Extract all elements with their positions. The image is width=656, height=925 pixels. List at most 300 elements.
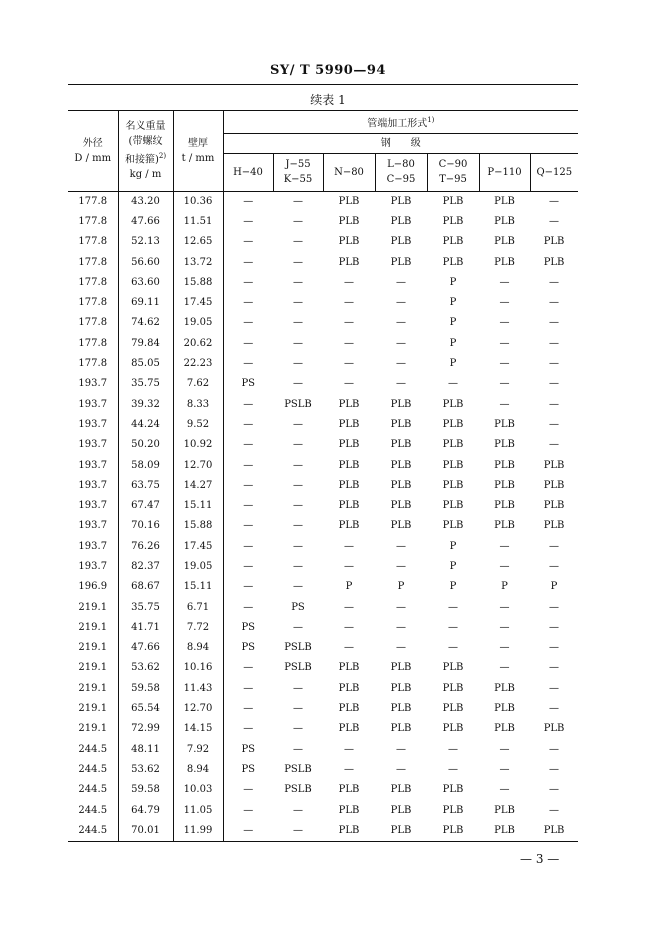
grade-header: H−40 (223, 153, 273, 191)
table-cell: PLB (338, 256, 360, 268)
table-cell: PLB (390, 439, 412, 451)
table-cell: PLB (543, 459, 565, 471)
table-cell: PLB (338, 804, 360, 816)
table-cell: — (396, 317, 406, 329)
table-cell: PLB (494, 682, 515, 694)
table-cell: PLB (442, 784, 464, 796)
table-cell: PLB (338, 662, 360, 674)
table-cell: — (344, 297, 354, 309)
grade-header: N−80 (323, 153, 375, 191)
table-cell: PS (223, 638, 273, 658)
table-cell: — (396, 297, 406, 309)
table-cell: 193.7 (78, 479, 108, 491)
table-cell: — (344, 763, 354, 775)
table-cell: 6.71 (173, 597, 223, 617)
table-cell: PLB (442, 723, 464, 735)
table-cell: — (273, 821, 323, 842)
table-cell: PLB (338, 459, 360, 471)
table-cell: 193.7 (78, 378, 108, 390)
table-cell: PLB (338, 418, 360, 430)
table-cell: — (344, 540, 354, 552)
table-cell: 19.05 (173, 313, 223, 333)
table-cell: 177.8 (78, 236, 108, 248)
table-cell: 39.32 (118, 394, 173, 414)
table-cell: 85.05 (118, 354, 173, 374)
table-cell: — (223, 455, 273, 475)
table-cell: P (397, 581, 405, 593)
table-cell: P (501, 581, 508, 593)
table-cell: — (549, 560, 560, 572)
table-cell: — (549, 621, 560, 633)
table-cell: P (449, 317, 457, 329)
table-cell: PLB (442, 398, 464, 410)
table-cell: — (293, 621, 303, 633)
table-cell: 15.88 (173, 273, 223, 293)
table-cell: 11.05 (173, 800, 223, 820)
table-cell: 219.1 (78, 601, 108, 613)
table-cell: 177.8 (78, 297, 108, 309)
table-cell: 35.75 (118, 597, 173, 617)
table-cell: 58.09 (118, 455, 173, 475)
table-cell: — (499, 378, 510, 390)
table-cell: 177.8 (78, 276, 108, 288)
table-cell: 19.05 (173, 557, 223, 577)
table-cell: PLB (494, 215, 515, 227)
table-cell: 244.5 (78, 763, 108, 775)
table-cell: PLB (390, 520, 412, 532)
table-cell: PLB (390, 662, 412, 674)
table-cell: 63.75 (118, 476, 173, 496)
table-cell: P (449, 297, 457, 309)
table-cell: 72.99 (118, 719, 173, 739)
table-cell: — (293, 581, 303, 593)
table-cell: PLB (390, 256, 412, 268)
table-cell: 10.16 (173, 658, 223, 678)
table-cell: — (223, 435, 273, 455)
od-label: 外径 (82, 137, 103, 149)
table-row (68, 435, 578, 455)
table-cell: 44.24 (118, 415, 173, 435)
table-cell: 193.7 (78, 398, 108, 410)
table-cell: — (293, 459, 303, 471)
grade-header: J−55 K−55 (273, 153, 323, 191)
table-cell: PLB (494, 723, 515, 735)
table-cell: — (549, 439, 560, 451)
table-cell: PLB (442, 439, 464, 451)
grade-header: P−110 (479, 153, 530, 191)
table-cell: 10.36 (173, 191, 223, 212)
table-row (68, 191, 578, 212)
table-cell: PLB (390, 703, 412, 715)
table-cell: — (293, 743, 303, 755)
table-cell: — (448, 601, 458, 613)
table-cell: PLB (375, 821, 427, 842)
table-cell: 47.66 (118, 212, 173, 232)
table-cell: PLB (390, 500, 412, 512)
table-cell: PLB (494, 236, 515, 248)
table-row (68, 658, 578, 678)
table-cell: PS (223, 374, 273, 394)
table-cell: PLB (442, 418, 464, 430)
table-cell: — (396, 358, 406, 370)
table-cell: PLB (338, 215, 360, 227)
table-header (68, 111, 578, 191)
table-cell: — (499, 662, 510, 674)
table-cell: 193.7 (78, 500, 108, 512)
table-cell: — (293, 195, 303, 207)
table-cell: P (345, 581, 353, 593)
table-cell: PLB (494, 804, 515, 816)
table-cell: PLB (442, 662, 464, 674)
table-row (68, 455, 578, 475)
table-cell: PLB (442, 195, 464, 207)
table-cell: PLB (338, 479, 360, 491)
table-cell: — (344, 743, 354, 755)
wall-label: 壁厚 (188, 137, 208, 149)
table-cell: — (549, 276, 560, 288)
table-cell: — (223, 191, 273, 212)
table-cell: 13.72 (173, 252, 223, 272)
table-cell: PLB (442, 459, 464, 471)
table-cell: — (499, 276, 510, 288)
table-cell: PLB (390, 804, 412, 816)
grade-header: C−90 T−95 (427, 153, 479, 191)
table-cell: — (293, 337, 303, 349)
table-cell: 11.99 (173, 821, 223, 842)
table-cell: — (499, 642, 510, 654)
table-cell: PLB (494, 520, 515, 532)
table-cell: PLB (442, 804, 464, 816)
table-cell: — (549, 804, 560, 816)
table-cell: 14.15 (173, 719, 223, 739)
table-cell: PLB (442, 236, 464, 248)
table-cell: — (293, 560, 303, 572)
table-cell: PS (223, 618, 273, 638)
table-cell: 11.43 (173, 679, 223, 699)
table-cell: — (223, 354, 273, 374)
table-cell: — (549, 601, 560, 613)
table-row (68, 212, 578, 232)
table-row (68, 740, 578, 760)
table-row (68, 394, 578, 414)
table-cell: — (223, 476, 273, 496)
standard-header: SY/ T 5990—94 (270, 63, 386, 78)
table-cell: — (344, 378, 354, 390)
col-header-mass (118, 111, 173, 191)
table-cell: — (549, 703, 560, 715)
table-cell: — (396, 378, 406, 390)
table-caption: 续表 1 (310, 93, 346, 107)
table-row (68, 537, 578, 557)
table-cell: PLB (442, 682, 464, 694)
table-cell: P (449, 358, 457, 370)
table-cell: — (549, 784, 560, 796)
table-cell: — (499, 337, 510, 349)
table-cell: — (396, 763, 406, 775)
table-cell: — (549, 195, 560, 207)
table-cell: — (223, 719, 273, 739)
table-cell: — (293, 276, 303, 288)
table-cell: — (223, 212, 273, 232)
table-cell: — (396, 621, 406, 633)
table-cell: PLB (338, 236, 360, 248)
table-cell: 219.1 (78, 642, 108, 654)
table-cell: 35.75 (118, 374, 173, 394)
table-cell: — (499, 743, 510, 755)
col-header-od (68, 111, 118, 191)
table-cell: — (396, 276, 406, 288)
table-cell: 8.94 (173, 638, 223, 658)
table-cell: — (549, 540, 560, 552)
table-row (68, 516, 578, 536)
table-cell: 219.1 (78, 682, 108, 694)
table-row (68, 638, 578, 658)
table-cell: — (549, 215, 560, 227)
table-cell: 69.11 (118, 293, 173, 313)
table-row (68, 273, 578, 293)
table-cell: 177.8 (78, 358, 108, 370)
table-cell: — (223, 232, 273, 252)
table-cell: — (549, 317, 560, 329)
table-row (68, 597, 578, 617)
table-cell: — (499, 784, 510, 796)
col-group-grade: 钢 级 (223, 133, 578, 153)
table-row (68, 821, 578, 842)
table-cell: PLB (543, 520, 565, 532)
table-cell: PLB (390, 479, 412, 491)
table-cell: PS (291, 601, 305, 613)
table-cell: 7.92 (173, 740, 223, 760)
table-cell: — (549, 642, 560, 654)
table-cell: — (293, 378, 303, 390)
table-cell: — (223, 516, 273, 536)
table-cell: PLB (494, 703, 515, 715)
table-cell: — (223, 415, 273, 435)
table-cell: 17.45 (173, 537, 223, 557)
table-cell: 177.8 (78, 317, 108, 329)
table-cell: 12.70 (173, 699, 223, 719)
table-cell: P (449, 540, 457, 552)
table-cell: — (549, 337, 560, 349)
table-cell: PLB (338, 703, 360, 715)
table-cell: — (499, 317, 510, 329)
table-cell: — (549, 358, 560, 370)
table-cell: — (499, 398, 510, 410)
table-cell: PLB (390, 418, 412, 430)
table-row (68, 293, 578, 313)
table-cell: PLB (390, 682, 412, 694)
table-cell: — (293, 358, 303, 370)
table-cell: — (223, 780, 273, 800)
table-cell: 193.7 (78, 439, 108, 451)
table-cell: — (549, 743, 560, 755)
table-cell: — (293, 804, 303, 816)
table-cell: — (223, 800, 273, 820)
table-cell: — (293, 703, 303, 715)
table-cell: 15.88 (173, 516, 223, 536)
table-cell: PLB (479, 821, 530, 842)
mass-label-1: 名义重量 (125, 121, 166, 133)
table-cell: PLB (442, 500, 464, 512)
table-row (68, 374, 578, 394)
table-cell: 219.1 (78, 703, 108, 715)
table-cell: — (448, 642, 458, 654)
table-cell: — (549, 763, 560, 775)
table-cell: P (449, 276, 457, 288)
table-cell: PLB (390, 784, 412, 796)
table-cell: 219.1 (78, 723, 108, 735)
table-cell: PLB (390, 236, 412, 248)
table-cell: — (293, 256, 303, 268)
table-cell: PS (223, 740, 273, 760)
table-cell: 196.9 (78, 581, 108, 593)
table-cell: PLB (530, 821, 578, 842)
table-cell: PLB (543, 723, 565, 735)
table-cell: 15.11 (173, 577, 223, 597)
table-row (68, 354, 578, 374)
table-cell: — (396, 642, 406, 654)
table-cell: — (293, 520, 303, 532)
table-cell: P (449, 560, 457, 572)
table-cell: 10.92 (173, 435, 223, 455)
table-cell: PLB (543, 500, 565, 512)
table-row (68, 760, 578, 780)
table-row (68, 476, 578, 496)
table-cell: PLB (442, 215, 464, 227)
table-row (68, 699, 578, 719)
table-cell: — (549, 398, 560, 410)
table-cell: 22.23 (173, 354, 223, 374)
table-cell: PLB (494, 459, 515, 471)
table-row (68, 334, 578, 354)
table-cell: — (549, 378, 560, 390)
mass-label-2: (带螺纹 (128, 136, 163, 148)
table-cell: 41.71 (118, 618, 173, 638)
table-cell: PLB (442, 520, 464, 532)
table-cell: — (344, 642, 354, 654)
table-cell: — (223, 679, 273, 699)
table-cell: 244.5 (78, 804, 108, 816)
table-cell: PLB (338, 723, 360, 735)
table-cell: 20.62 (173, 334, 223, 354)
table-cell: PLB (427, 821, 479, 842)
table-cell: 65.54 (118, 699, 173, 719)
table-cell: PLB (338, 500, 360, 512)
mass-label-3: 和接箍)$^{2)}$ (124, 152, 167, 166)
table-cell: — (344, 621, 354, 633)
table-cell: PSLB (284, 642, 312, 654)
table-row (68, 780, 578, 800)
table-cell: 193.7 (78, 540, 108, 552)
od-unit: D / mm (74, 152, 112, 164)
table-cell: PLB (390, 459, 412, 471)
table-cell: 12.65 (173, 232, 223, 252)
table-cell: — (396, 540, 406, 552)
table-cell: — (499, 358, 510, 370)
table-cell: 63.60 (118, 273, 173, 293)
table-cell: — (293, 215, 303, 227)
table-cell: — (223, 658, 273, 678)
table-cell: PLB (390, 723, 412, 735)
table-cell: PLB (494, 479, 515, 491)
header-rule (68, 84, 578, 85)
table-row (68, 496, 578, 516)
table-cell: 9.52 (173, 415, 223, 435)
grade-header: Q−125 (530, 153, 578, 191)
table-cell: — (549, 418, 560, 430)
table-cell: — (223, 597, 273, 617)
table-cell: — (293, 317, 303, 329)
table-cell: — (223, 313, 273, 333)
table-cell: 193.7 (78, 520, 108, 532)
table-cell: — (396, 743, 406, 755)
table-cell: — (293, 236, 303, 248)
table-cell: 12.70 (173, 455, 223, 475)
table-cell: — (344, 317, 354, 329)
table-cell: PLB (390, 215, 412, 227)
table-cell: — (549, 662, 560, 674)
table-cell: — (223, 821, 273, 842)
table-row (68, 415, 578, 435)
table-cell: — (499, 601, 510, 613)
table-cell: — (499, 540, 510, 552)
table-cell: 74.62 (118, 313, 173, 333)
grade-header: L−80 C−95 (375, 153, 427, 191)
table-cell: 244.5 (78, 743, 108, 755)
table-row (68, 577, 578, 597)
table-cell: 68.67 (118, 577, 173, 597)
table-body (68, 191, 578, 842)
data-table (68, 111, 578, 842)
table-cell: PLB (543, 236, 565, 248)
table-cell: — (293, 297, 303, 309)
table-cell: PLB (543, 256, 565, 268)
table-cell: PLB (338, 520, 360, 532)
table-cell: PLB (494, 195, 515, 207)
page-number: — 3 — (520, 852, 560, 866)
table-cell: 48.11 (118, 740, 173, 760)
table-cell: 59.58 (118, 780, 173, 800)
table-cell: 52.13 (118, 232, 173, 252)
table-cell: — (549, 297, 560, 309)
table-cell: — (293, 439, 303, 451)
table-cell: — (223, 496, 273, 516)
table-cell: 244.5 (78, 784, 108, 796)
table-cell: — (223, 557, 273, 577)
table-cell: 67.47 (118, 496, 173, 516)
table-cell: — (499, 297, 510, 309)
table-cell: — (344, 276, 354, 288)
table-cell: 7.62 (173, 374, 223, 394)
table-cell: PLB (494, 256, 515, 268)
table-cell: PSLB (284, 784, 312, 796)
table-cell: 82.37 (118, 557, 173, 577)
table-cell: PSLB (284, 763, 312, 775)
table-cell: — (223, 577, 273, 597)
table-cell: 11.51 (173, 212, 223, 232)
table-cell: PLB (442, 703, 464, 715)
table-cell: PLB (338, 439, 360, 451)
table-cell: PLB (338, 195, 360, 207)
wall-unit: t / mm (181, 152, 215, 164)
table-row (68, 232, 578, 252)
table-cell: — (223, 293, 273, 313)
table-cell: PLB (338, 784, 360, 796)
table-cell: 7.72 (173, 618, 223, 638)
table-cell: 177.8 (78, 195, 108, 207)
table-cell: — (223, 699, 273, 719)
table-cell: — (396, 560, 406, 572)
